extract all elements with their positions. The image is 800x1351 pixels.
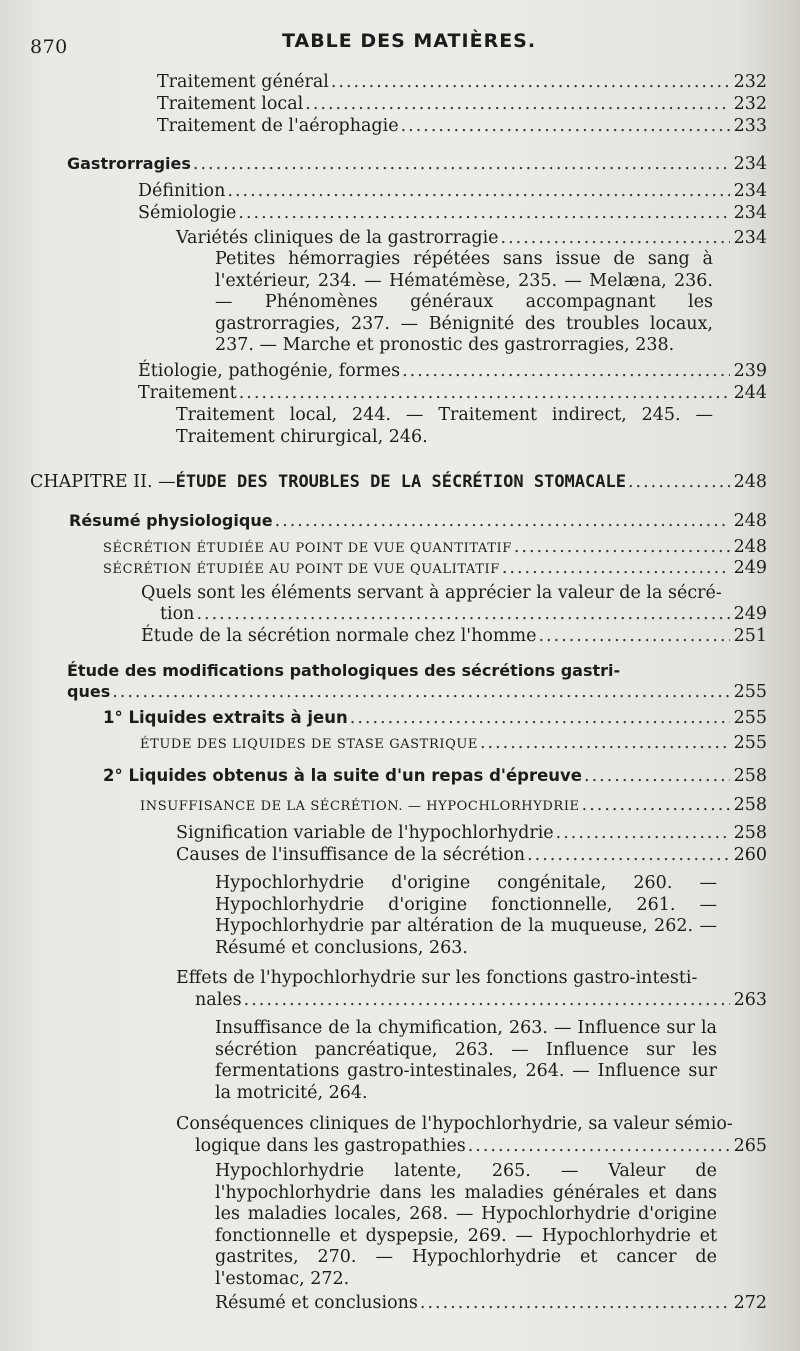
toc-entry[interactable]	[157, 72, 767, 93]
toc-entry-page: 249	[733, 604, 767, 624]
leader-dots	[401, 116, 730, 137]
leader-dots	[480, 733, 730, 754]
leader-dots	[527, 845, 730, 866]
leader-dots	[502, 558, 730, 579]
toc-entry-page: 232	[733, 94, 767, 114]
leader-dots	[628, 472, 730, 493]
toc-entry-page: 234	[733, 228, 767, 248]
toc-entry-title: Sémiologie	[138, 203, 237, 223]
toc-entry-page: 258	[733, 823, 767, 843]
leader-dots	[556, 823, 730, 844]
leader-dots	[468, 1136, 730, 1157]
toc-section[interactable]	[67, 681, 767, 703]
toc-subtopics: Hypochlorhydrie latente, 265. — Valeur de l'hypochlorhydrie dans les maladies générales et dans les maladies locales, 268. — Hypochlorhydrie d'origine fonctionnelle et dyspepsie, 269. — Hypochlorhydrie et gastrites, 270. — Hypochlorhydrie et cancer de l'estomac, 272.	[215, 1161, 717, 1289]
leader-dots	[112, 682, 729, 703]
toc-entry-title: Résumé et conclusions	[215, 1293, 418, 1313]
leader-dots	[584, 766, 730, 787]
leader-dots	[538, 626, 729, 647]
leader-dots	[275, 511, 730, 532]
leader-dots	[331, 72, 730, 93]
toc-entry-page: 258	[733, 766, 767, 786]
leader-dots	[193, 154, 730, 175]
toc-entry-title: Signification variable de l'hypochlorhydrie	[176, 823, 554, 843]
toc-entry[interactable]	[138, 361, 767, 382]
toc-entry[interactable]	[157, 116, 767, 137]
toc-entry[interactable]	[215, 1293, 767, 1314]
toc-entry[interactable]	[103, 558, 767, 580]
toc-entry[interactable]	[138, 203, 767, 224]
toc-entry-page: 249	[733, 558, 767, 578]
toc-entry[interactable]	[138, 383, 767, 404]
toc-entry-page: 234	[733, 181, 767, 201]
toc-entry-title: Traitement	[138, 383, 237, 403]
leader-dots	[514, 537, 730, 558]
page-number: 870	[30, 36, 68, 58]
toc-entry-page: 265	[733, 1136, 767, 1156]
toc-entry-title: logique dans les gastropathies	[195, 1136, 466, 1156]
toc-entry-page: 263	[733, 990, 767, 1010]
toc-entry-title: Définition	[138, 181, 226, 201]
toc-entry-page: 255	[733, 708, 767, 728]
toc-subtopics: Insuffisance de la chymification, 263. — Influence sur la sécrétion pancréatique, 263. — Influence sur les fermentations gastro-intestinales, 264. — Influence sur la motricité, 264.	[215, 1018, 717, 1103]
chapter-page: 248	[733, 472, 767, 492]
chapter-heading[interactable]	[30, 472, 767, 493]
toc-entry-page: 255	[733, 733, 767, 753]
toc-entry-title: 1° Liquides extraits à jeun	[103, 708, 348, 727]
leader-dots	[239, 383, 730, 404]
toc-entry-page: 260	[733, 845, 767, 865]
leader-dots	[420, 1293, 730, 1314]
toc-entry[interactable]	[195, 990, 767, 1011]
toc-entry-line: Conséquences cliniques de l'hypochlorhydrie, sa valeur sémio-	[176, 1114, 733, 1134]
toc-entry-page: 244	[733, 383, 767, 403]
toc-entry[interactable]	[195, 1136, 767, 1157]
toc-entry-line: Effets de l'hypochlorhydrie sur les fonctions gastro-intesti-	[176, 968, 698, 988]
toc-subtopics: Petites hémorragies répétées sans issue de sang à l'extérieur, 234. — Hématémèse, 235. — Melæna, 236. — Phénomènes généraux accompagnant les gastrorragies, 237. — Bénignité des troubles locaux, 237. — Marche et pronostic des gastrorragies, 238.	[215, 249, 713, 356]
chapter-prefix: CHAPITRE II. —	[30, 472, 176, 492]
toc-entry-title: ÉTUDE DES LIQUIDES DE STASE GASTRIQUE	[140, 737, 478, 752]
toc-entry-page: 239	[733, 361, 767, 381]
toc-entry-page: 232	[733, 72, 767, 92]
chapter-title: ÉTUDE DES TROUBLES DE LA SÉCRÉTION STOMACALE	[175, 472, 626, 492]
toc-entry-title: Causes de l'insuffisance de la sécrétion	[176, 845, 526, 865]
toc-section[interactable]	[67, 153, 767, 175]
toc-entry[interactable]	[157, 94, 767, 115]
toc-section-title: Gastrorragies	[67, 154, 191, 173]
leader-dots	[238, 203, 729, 224]
toc-entry-title: INSUFFISANCE DE LA SÉCRÉTION. — HYPOCHLORHYDRIE	[140, 799, 580, 814]
toc-entry[interactable]	[176, 845, 767, 866]
toc-entry-title: SÉCRÉTION ÉTUDIÉE AU POINT DE VUE QUALITATIF	[103, 562, 500, 577]
toc-entry-title: Étude de la sécrétion normale chez l'homme	[141, 626, 537, 646]
leader-dots	[305, 94, 729, 115]
toc-entry[interactable]	[160, 604, 767, 625]
leader-dots	[227, 181, 729, 202]
toc-entry[interactable]	[176, 228, 767, 249]
toc-entry[interactable]	[103, 707, 767, 729]
toc-entry-page: 255	[733, 682, 767, 702]
toc-entry[interactable]	[138, 181, 767, 202]
toc-entry-title: SÉCRÉTION ÉTUDIÉE AU POINT DE VUE QUANTITATIF	[103, 541, 512, 556]
leader-dots	[244, 990, 730, 1011]
toc-entry-page: 233	[733, 116, 767, 136]
toc-entry-page: 234	[733, 154, 767, 174]
toc-section[interactable]	[69, 510, 767, 532]
toc-entry-page: 248	[733, 511, 767, 531]
toc-entry[interactable]	[140, 733, 767, 755]
toc-entry[interactable]	[141, 626, 767, 647]
toc-entry[interactable]	[176, 823, 767, 844]
toc-entry-page: 248	[733, 537, 767, 557]
toc-entry-title: nales	[195, 990, 242, 1010]
toc-entry-title: Traitement local	[157, 94, 304, 114]
leader-dots	[196, 604, 729, 625]
toc-section-title: Résumé physiologique	[69, 511, 273, 530]
toc-subtopics: Traitement local, 244. — Traitement indirect, 245. — Traitement chirurgical, 246.	[176, 405, 713, 447]
toc-subtopics: Hypochlorhydrie d'origine congénitale, 260. — Hypochlorhydrie d'origine fonctionnelle, 261. — Hypochlorhydrie par altération de la muqueuse, 262. — Résumé et conclusions, 263.	[215, 873, 717, 958]
toc-entry[interactable]	[103, 537, 767, 559]
toc-entry-page: 258	[733, 795, 767, 815]
toc-entry-title: tion	[160, 604, 195, 624]
toc-entry-page: 234	[733, 203, 767, 223]
toc-entry-title: Traitement de l'aérophagie	[157, 116, 399, 136]
leader-dots	[350, 708, 730, 729]
toc-entry-title: Étiologie, pathogénie, formes	[138, 361, 401, 381]
toc-entry-line: Quels sont les éléments servant à apprécier la valeur de la sécré-	[141, 583, 722, 603]
toc-entry[interactable]	[103, 765, 767, 787]
leader-dots	[582, 795, 730, 816]
toc-entry-title: Variétés cliniques de la gastrorragie	[176, 228, 499, 248]
toc-entry-title: Traitement général	[157, 72, 329, 92]
leader-dots	[501, 228, 730, 249]
toc-entry-page: 251	[733, 626, 767, 646]
toc-section-line: Étude des modifications pathologiques des sécrétions gastri-	[67, 661, 621, 680]
toc-entry[interactable]	[140, 795, 767, 817]
toc-entry-page: 272	[733, 1293, 767, 1313]
toc-section-title: ques	[67, 682, 111, 701]
toc-entry-title: 2° Liquides obtenus à la suite d'un repas d'épreuve	[103, 766, 582, 785]
running-title: TABLE DES MATIÈRES.	[282, 30, 537, 52]
leader-dots	[402, 361, 730, 382]
